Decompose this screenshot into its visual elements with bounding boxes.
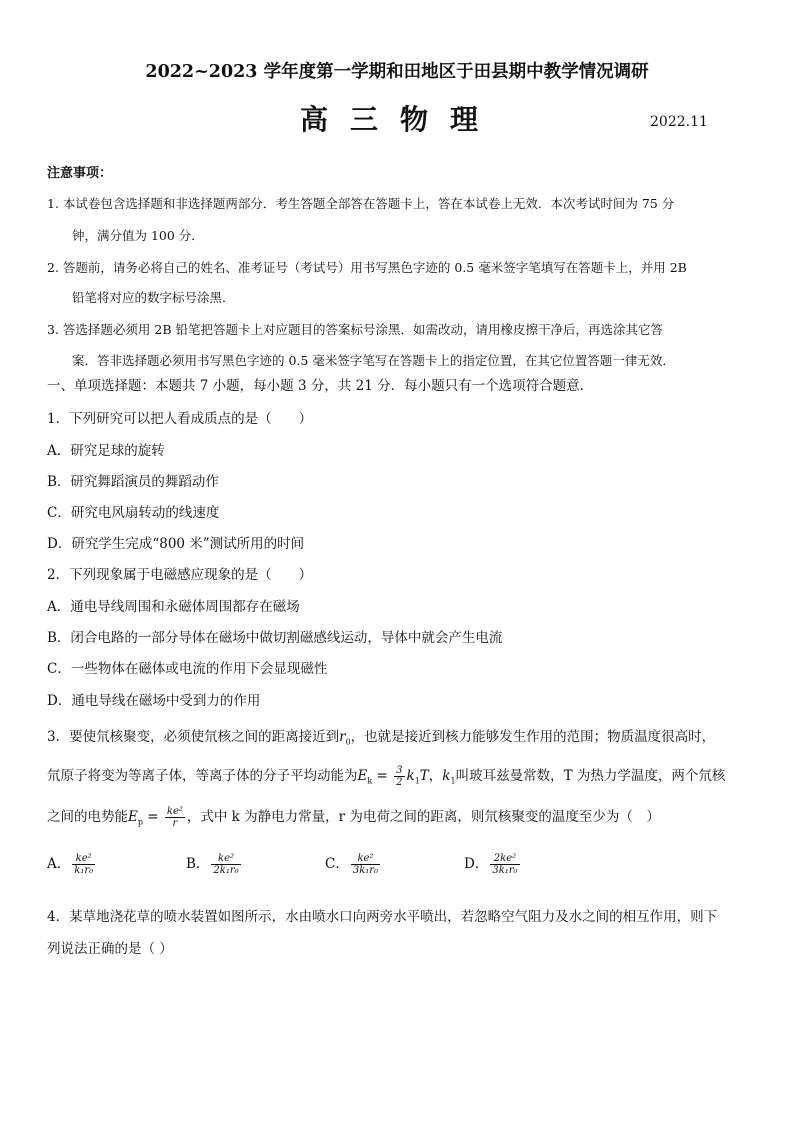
q3-option-d: D． $\frac{\text{2ke²}}{\text{3k₁r₀}}$ [464, 853, 518, 876]
exam-subject: 高三物理 [300, 103, 501, 136]
q1-option-b: B．研究舞蹈演员的舞蹈动作 [47, 474, 219, 490]
q1-option-a: A．研究足球的旋转 [47, 443, 165, 459]
q2-option-d: D．通电导线在磁场中受到力的作用 [47, 693, 261, 709]
q4-line-2: 列说法正确的是（ ） [47, 941, 173, 957]
q2-option-c: C．一些物体在磁体或电流的作用下会显现磁性 [47, 661, 328, 677]
q2-option-a: A．通电导线周围和永磁体周围都存在磁场 [47, 599, 300, 615]
note-3-line-1: 3. 答选择题必须用 2B 铅笔把答题卡上对应题目的答案标号涂黑．如需改动，请用橡皮擦干净后，再选涂其它答 [47, 322, 663, 337]
q3-line-1: 3．要使氘核聚变，必须使氘核之间的距离接近到$r_0$，也就是接近到核力能够发生作用的范围；物质温度很高时， [47, 729, 716, 747]
q1-option-d: D．研究学生完成“800 米”测试所用的时间 [47, 536, 305, 552]
note-3-line-2: 案．答非选择题必须用书写黑色字迹的 0.5 毫米签字笔写在答题卡上的指定位置，在其它位置答题一律无效． [72, 353, 675, 368]
q4-line-1: 4．某草地浇花草的喷水装置如图所示，水由喷水口向两旁水平喷出，若忽略空气阻力及水之间的相互作用，则下 [47, 909, 718, 925]
q2-option-b: B．闭合电路的一部分导体在磁场中做切割磁感线运动，导体中就会产生电流 [47, 630, 503, 646]
q2-stem: 2．下列现象属于电磁感应现象的是（ ） [47, 567, 313, 583]
q3-option-b: B． $\frac{\text{ke²}}{\text{2k₁r₀}}$ [186, 853, 239, 876]
q3-option-c: C． $\frac{\text{ke²}}{\text{3k₁r₀}}$ [325, 853, 379, 876]
exam-title: 2022~2023 学年度第一学期和田地区于田县期中教学情况调研 [145, 62, 649, 82]
note-2-line-1: 2. 答题前，请务必将自己的姓名、准考证号（考试号）用书写黑色字迹的 0.5 毫米签字笔填写在答题卡上，并用 2B [47, 260, 687, 275]
notes-heading: 注意事项： [47, 166, 113, 181]
q1-option-c: C．研究电风扇转动的线速度 [47, 505, 220, 521]
note-1-line-2: 钟，满分值为 100 分． [72, 228, 204, 243]
note-1-line-1: 1. 本试卷包含选择题和非选择题两部分．考生答题全部答在答题卡上，答在本试卷上无效．本次考试时间为 75 分 [47, 196, 675, 211]
section-1-heading: 一、单项选择题：本题共 7 小题，每小题 3 分，共 21 分．每小题只有一个选项符合题意． [47, 378, 594, 394]
q3-option-a: A． $\frac{\text{ke²}}{\text{k₁r₀}}$ [47, 853, 94, 876]
note-2-line-2: 铅笔将对应的数字标号涂黑． [72, 290, 235, 305]
q3-line-3: 之间的电势能$E_p$ = $\frac{\text{ke²}}{r}$ ，式中 k 为静电力常量，r 为电荷之间的距离，则氘核聚变的温度至少为（ ） [47, 806, 660, 829]
q3-line-2: 氘原子将变为等离子体，等离子体的分子平均动能为$E_k$ = $\frac{3}{2}$ $k_1T$，$k_1$叫玻耳兹曼常数，T 为热力学温度，两个氘核 [47, 765, 726, 788]
q1-stem: 1．下列研究可以把人看成质点的是（ ） [47, 411, 313, 427]
exam-date: 2022.11 [650, 114, 708, 130]
